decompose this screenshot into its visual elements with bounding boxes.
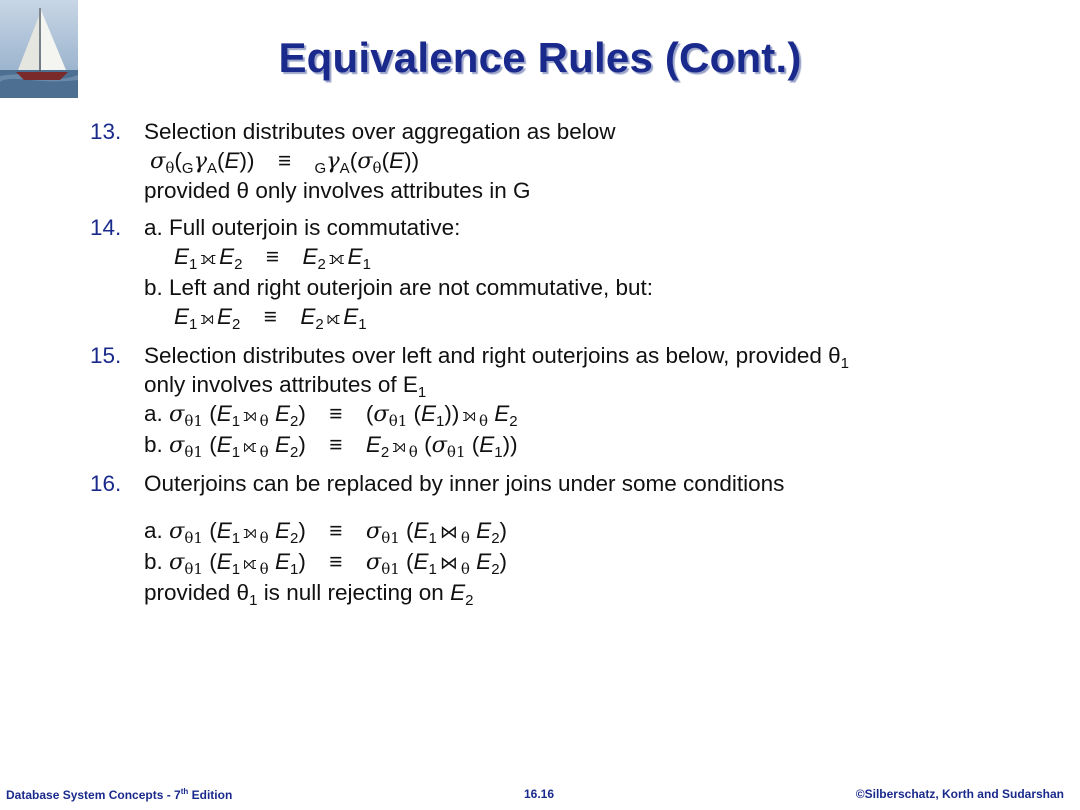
rule-14	[90, 213, 1060, 333]
rule-15-text-line2: only involves attributes of $E_1$	[144, 372, 427, 401]
footer-slide-number: 16.16	[524, 787, 555, 801]
rule-14b-formula: $E_1$ ⟕ $E_2 \equiv E_2$ ⟖ $E_1$	[174, 304, 367, 333]
slide-footer	[0, 787, 1080, 807]
rule-13	[90, 117, 1060, 205]
rule-14a-text: a. Full outerjoin is commutative:	[144, 215, 461, 240]
footer-copyright: ©Silberschatz, Korth and Sudarshan	[855, 787, 1064, 801]
rule-15b-formula: b. $\sigma_{\theta 1}$ ($E_1$ ⟖ $_\theta$ $E_2) \equiv E_2$ ⟕ $_\theta$ ($\sigma_{\theta 1}$ $(E_1)$)	[144, 432, 518, 461]
rule-16a-formula: a. $\sigma_{\theta 1}$ ($E_1$ ⟕ $_\theta$ $E_2) \equiv \sigma_{\theta 1}$ ($E_1$ ⋈ $_\theta$ $E_2$)	[144, 518, 508, 547]
rule-14b-text: b. Left and right outerjoin are not commutative, but:	[144, 275, 654, 300]
slide-content	[90, 117, 1060, 607]
rule-number: 15.	[90, 343, 122, 368]
rule-13-formula: $\sigma_\theta(_G\gamma_A(E)) \equiv _G\gamma_A(\sigma_\theta(E))$	[150, 148, 420, 177]
slide-title: Equivalence Rules (Cont.)	[278, 34, 802, 81]
rule-15a-formula: a. $\sigma_{\theta 1}$ ($E_1$ ⟕ $_\theta$ $E_2) \equiv (\sigma_{\theta 1}$ $(E_1)$) ⟕ $_\theta$ $E_2$	[144, 401, 518, 430]
rule-13-proviso: provided θ only involves attributes in G	[144, 178, 531, 203]
rule-15	[90, 341, 1060, 461]
rule-16-proviso: provided $\theta_1$ is null rejecting on $E_2$	[144, 580, 474, 609]
rule-16	[90, 469, 1060, 607]
rule-16-text: Outerjoins can be replaced by inner joins under some conditions	[144, 471, 785, 496]
rule-14a-formula: $E_1$ ⟗ $E_2 \equiv E_2$ ⟗ $E_1$	[174, 244, 371, 273]
rule-16b-formula: b. $\sigma_{\theta 1}$ ($E_1$ ⟖ $_\theta$ $E_1) \equiv \sigma_{\theta 1}$ ($E_1$ ⋈ $_\theta$ $E_2$)	[144, 549, 508, 578]
footer-book-title: Database System Concepts - 7th Edition	[6, 787, 233, 802]
rule-15-text-line1: Selection distributes over left and right outerjoins as below, provided $\theta_1$	[144, 343, 849, 372]
rule-number: 16.	[90, 471, 122, 496]
rule-13-text: Selection distributes over aggregation as below	[144, 119, 616, 144]
rule-number: 14.	[90, 215, 122, 240]
rule-number: 13.	[90, 119, 122, 144]
